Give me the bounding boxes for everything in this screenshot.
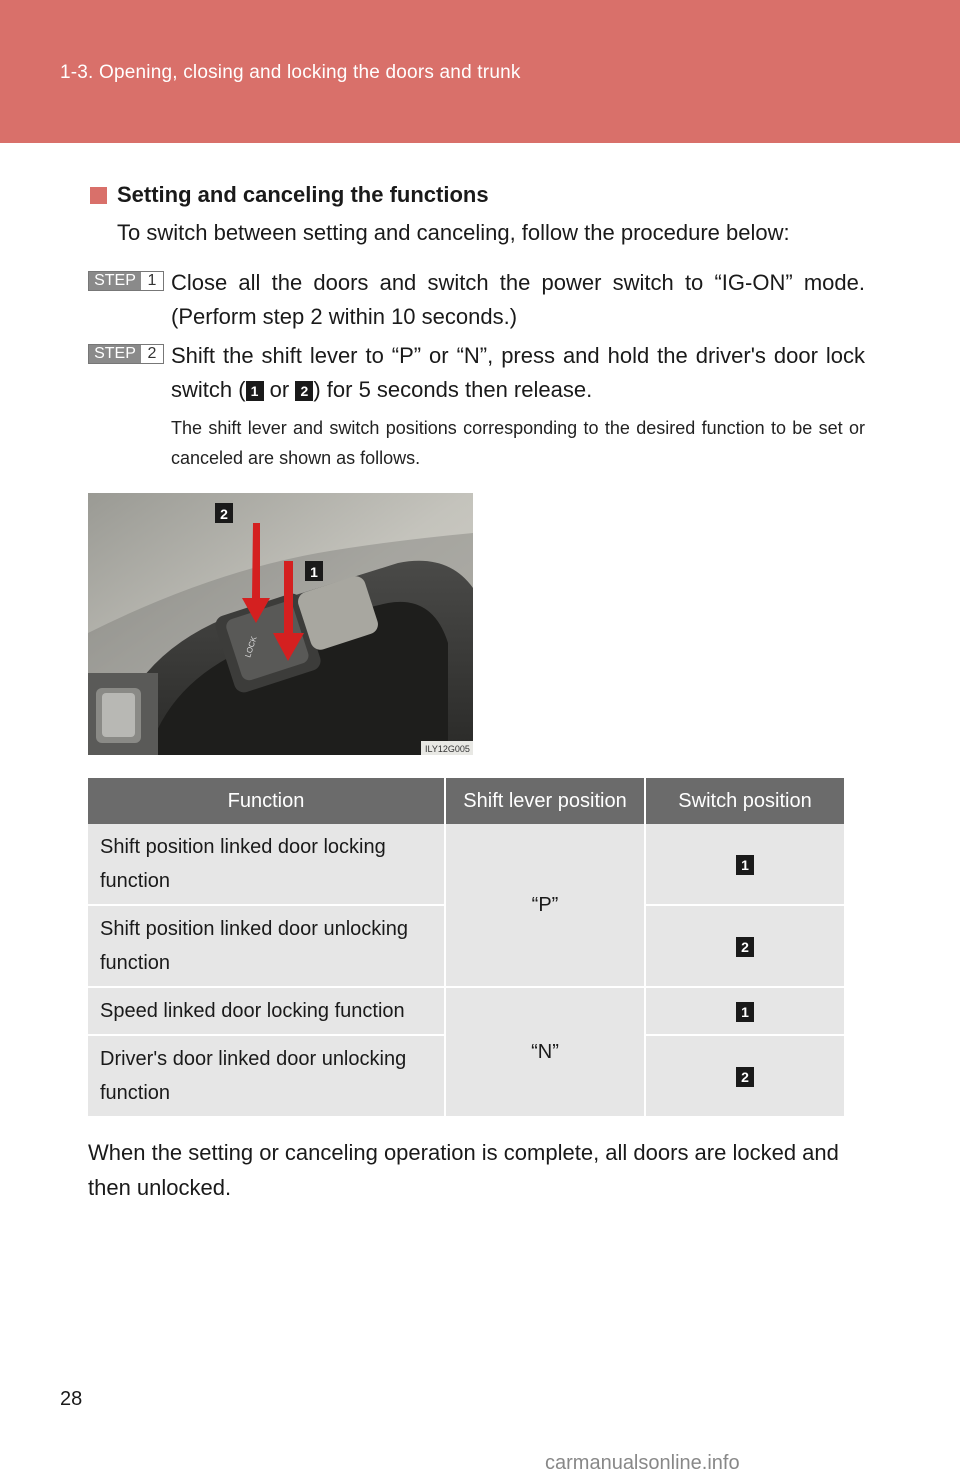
switch-1-badge: 1 <box>736 1002 754 1022</box>
square-bullet-icon <box>90 187 107 204</box>
step-2-text-before: Shift the shift lever to “P” or “N”, press and hold the driver's door lock switch ( <box>171 343 865 402</box>
watermark: carmanualsonline.info <box>545 1452 740 1474</box>
step-2-text <box>171 339 865 473</box>
section-title: 1-3. Opening, closing and locking the doors and trunk <box>60 62 521 83</box>
step-word: STEP <box>89 345 141 363</box>
outro-text: When the setting or canceling operation is complete, all doors are locked and then unlocked. <box>88 1140 839 1200</box>
step-2-note: The shift lever and switch positions corresponding to the desired function to be set or canceled are shown as follows. <box>171 418 865 468</box>
switch-2-badge: 2 <box>295 381 313 401</box>
lever-cell-p: “P” <box>445 824 645 987</box>
switch-lock-text: LOCK <box>243 635 259 659</box>
function-table <box>88 778 844 1118</box>
step-word: STEP <box>89 272 141 290</box>
switch-cell <box>645 1035 844 1117</box>
header-function: Function <box>88 778 445 824</box>
callout-1: 1 <box>310 564 318 580</box>
step-2 <box>88 339 865 473</box>
door-lock-switch-photo <box>88 493 473 755</box>
step-number: 1 <box>141 272 163 290</box>
function-cell: Driver's door linked door unlocking function <box>88 1035 445 1117</box>
switch-2-badge: 2 <box>736 1067 754 1087</box>
switch-2-badge: 2 <box>736 937 754 957</box>
step-1-label <box>88 271 164 291</box>
switch-cell <box>645 824 844 905</box>
table-header-row <box>88 778 844 824</box>
switch-1-badge: 1 <box>736 855 754 875</box>
callout-2: 2 <box>220 506 228 522</box>
page-number: 28 <box>60 1388 83 1410</box>
table-row <box>88 987 844 1035</box>
step-1 <box>88 266 865 334</box>
switch-cell <box>645 905 844 987</box>
header-shift-lever: Shift lever position <box>445 778 645 824</box>
step-1-text: Close all the doors and switch the power switch to “IG-ON” mode. (Perform step 2 within 10 seconds.) <box>171 270 865 329</box>
subheading-text: Setting and canceling the functions <box>117 182 489 207</box>
intro-text: To switch between setting and canceling, follow the procedure below: <box>117 220 790 245</box>
header-switch-position: Switch position <box>645 778 844 824</box>
switch-cell <box>645 987 844 1035</box>
step-2-label <box>88 344 164 364</box>
photo-code: ILY12G005 <box>425 744 470 754</box>
lever-cell-n: “N” <box>445 987 645 1117</box>
page-header <box>0 0 960 143</box>
function-cell: Shift position linked door locking function <box>88 824 445 905</box>
step-number: 2 <box>141 345 163 363</box>
function-cell: Speed linked door locking function <box>88 987 445 1035</box>
table-row <box>88 824 844 905</box>
step-2-text-or: or <box>263 377 296 402</box>
subheading <box>90 182 489 208</box>
switch-1-badge: 1 <box>246 381 264 401</box>
step-2-text-after: ) for 5 seconds then release. <box>313 377 593 402</box>
function-cell: Shift position linked door unlocking function <box>88 905 445 987</box>
